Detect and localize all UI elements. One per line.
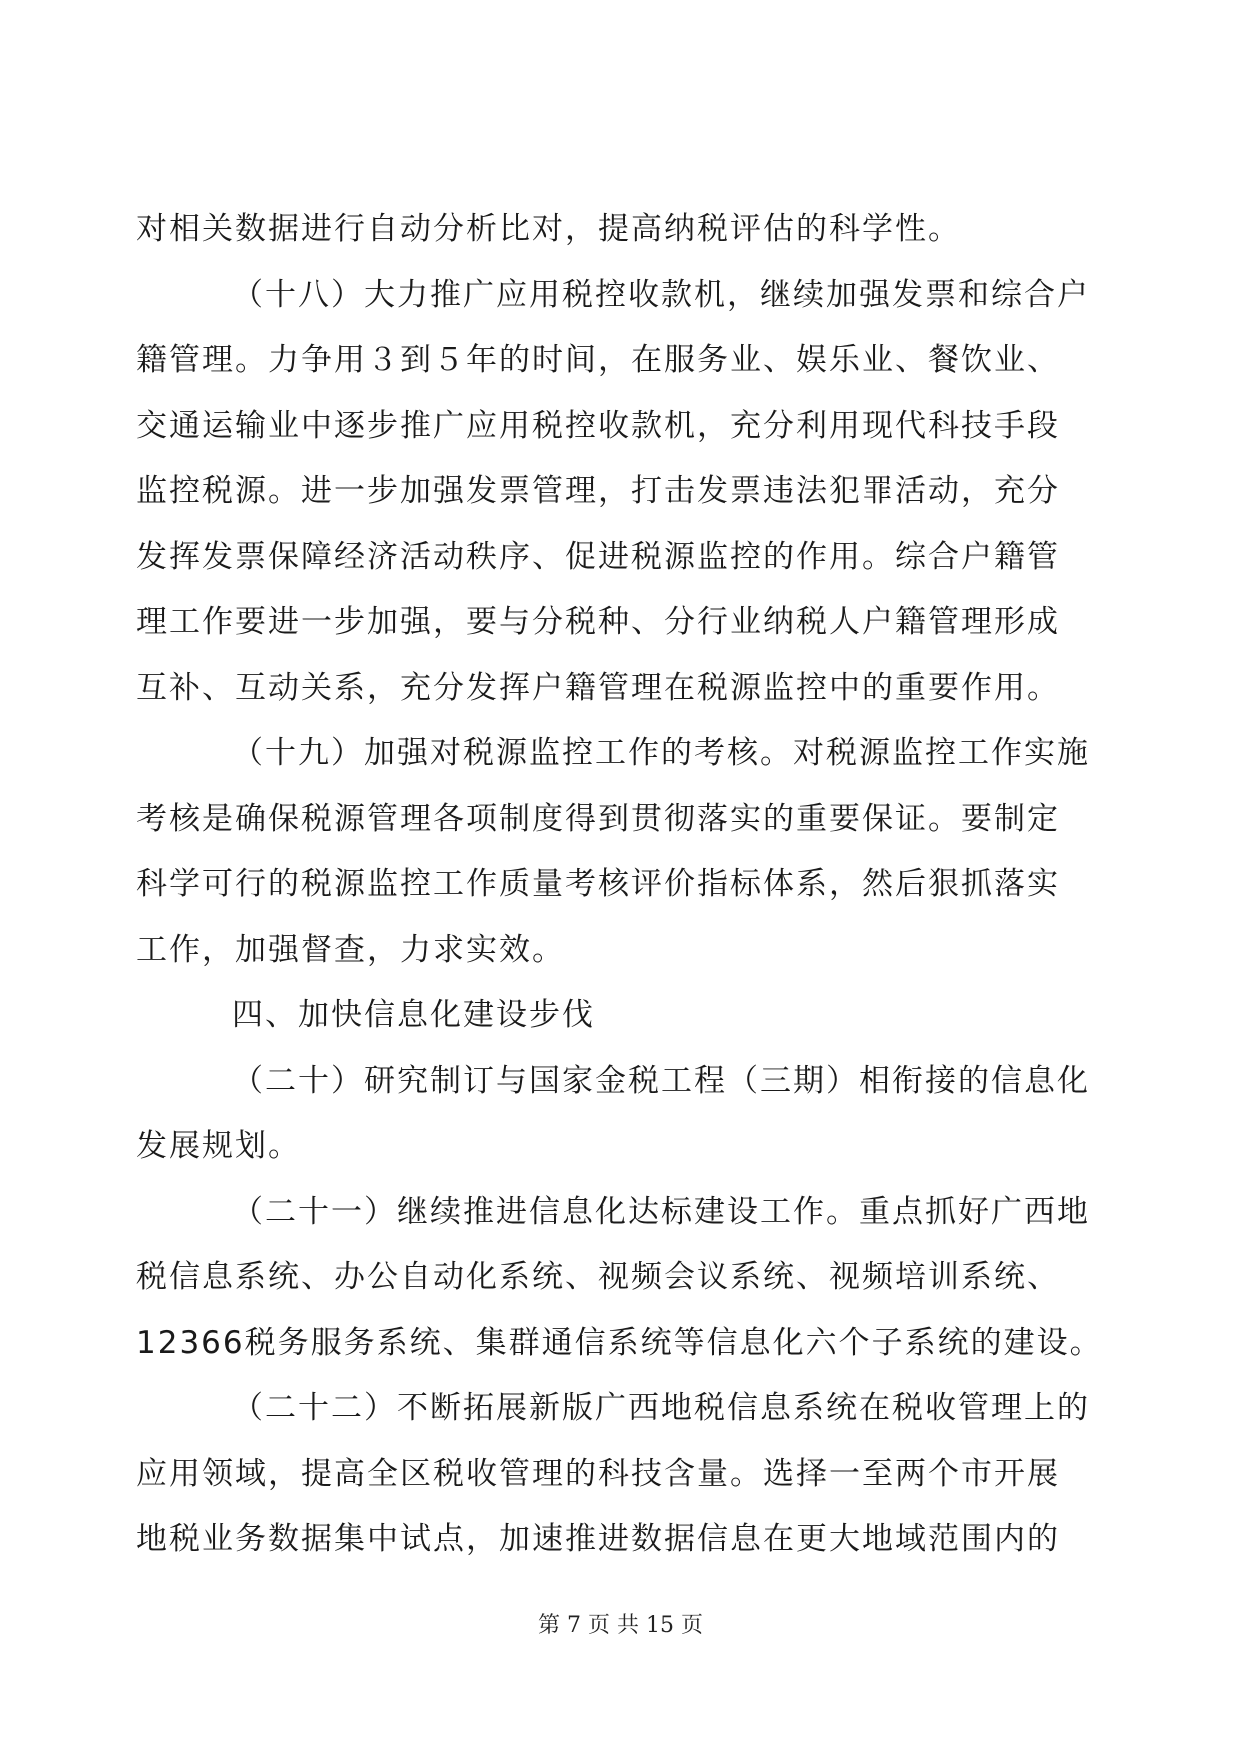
text-line: 对相关数据进行自动分析比对，提高纳税评估的科学性。 bbox=[136, 211, 961, 247]
text-line: （二十二）不断拓展新版广西地税信息系统在税收管理上的 bbox=[232, 1390, 1090, 1426]
text-line: 应用领域，提高全区税收管理的科技含量。选择一至两个市开展 bbox=[136, 1455, 1060, 1492]
text-line: 发挥发票保障经济活动秩序、促进税源监控的作用。综合户籍管 bbox=[136, 538, 1060, 575]
text-line: （二十一）继续推进信息化达标建设工作。重点抓好广西地 bbox=[232, 1193, 1090, 1230]
text-line: 监控税源。进一步加强发票管理，打击发票违法犯罪活动，充分 bbox=[136, 473, 1060, 509]
text-line: 交通运输业中逐步推广应用税控收款机，充分利用现代科技手段 bbox=[136, 407, 1060, 444]
text-line: 互补、互动关系，充分发挥户籍管理在税源监控中的重要作用。 bbox=[136, 669, 1060, 706]
text-line: 籍管理。力争用３到５年的时间，在服务业、娱乐业、餐饮业、 bbox=[136, 342, 1060, 378]
text-line: 理工作要进一步加强，要与分税种、分行业纳税人户籍管理形成 bbox=[136, 604, 1060, 640]
text-line: 地税业务数据集中试点，加速推进数据信息在更大地域范围内的 bbox=[136, 1521, 1060, 1557]
text-line: 税信息系统、办公自动化系统、视频会议系统、视频培训系统、 bbox=[136, 1259, 1060, 1295]
text-line: 发展规划。 bbox=[136, 1128, 301, 1164]
text-line: 考核是确保税源管理各项制度得到贯彻落实的重要保证。要制定 bbox=[136, 800, 1060, 837]
text-line: 四、加快信息化建设步伐 bbox=[232, 997, 595, 1033]
text-line: （十八）大力推广应用税控收款机，继续加强发票和综合户 bbox=[232, 276, 1090, 313]
text-line: 科学可行的税源监控工作质量考核评价指标体系，然后狠抓落实 bbox=[136, 866, 1060, 902]
text-line: （二十）研究制订与国家金税工程（三期）相衔接的信息化 bbox=[232, 1062, 1090, 1099]
text-line: 12366税务服务系统、集群通信系统等信息化六个子系统的建设。 bbox=[136, 1324, 1103, 1361]
text-line: （十九）加强对税源监控工作的考核。对税源监控工作实施 bbox=[232, 735, 1090, 771]
document-body bbox=[136, 198, 1103, 1574]
page-footer: 第 7 页 共 15 页 bbox=[538, 1613, 703, 1638]
text-line: 工作，加强督查，力求实效。 bbox=[136, 931, 565, 968]
